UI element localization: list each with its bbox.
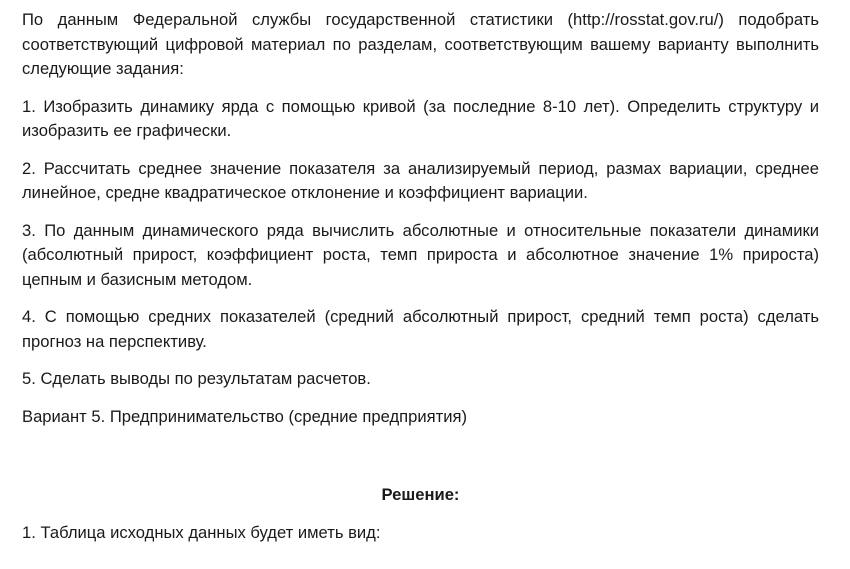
task-1: 1. Изобразить динамику ярда с помощью кривой (за последние 8-10 лет). Определить структуру и изобразить ее графически. <box>22 96 819 140</box>
blank-spacer <box>22 442 819 483</box>
intro-paragraph: По данным Федеральной службы государственной статистики (http://rosstat.gov.ru/) подобрать соответствующий цифровой материал по разделам, соответствующим вашему варианту выполнить следующие задания: <box>22 10 819 78</box>
variant-line: Вариант 5. Предпринимательство (средние предприятия) <box>22 406 468 426</box>
task-3: 3. По данным динамического ряда вычислить абсолютные и относительные показатели динамики (абсолютный прирост, коэффициент роста, темп прироста и абсолютное значение 1% прироста) цепным и базисным методом. <box>22 220 819 289</box>
task-4: 4. С помощью средних показателей (средний абсолютный прирост, средний темп роста) сделать прогноз на перспективу. <box>22 307 819 351</box>
solution-step-1: 1. Таблица исходных данных будет иметь вид: <box>22 522 381 542</box>
task-2: 2. Рассчитать среднее значение показателя за анализируемый период, размах вариации, среднее линейное, средне квадратическое отклонение и коэффициент вариации. <box>22 158 819 202</box>
task-5: 5. Сделать выводы по результатам расчетов. <box>22 369 371 388</box>
document-body <box>22 8 819 558</box>
solution-heading: Решение: <box>381 485 460 504</box>
